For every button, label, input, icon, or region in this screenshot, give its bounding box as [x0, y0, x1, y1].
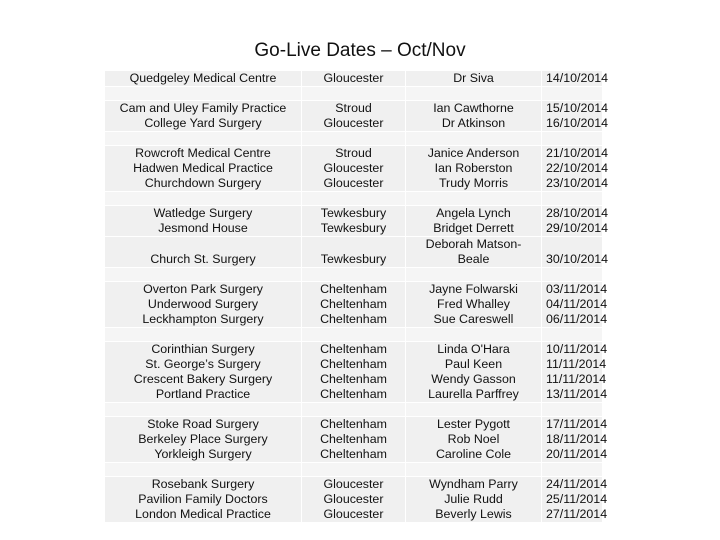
go-live-table — [105, 71, 609, 523]
location-cell — [302, 146, 406, 192]
location-cell — [302, 282, 406, 328]
contact-cell — [406, 477, 542, 523]
date-cell — [542, 342, 608, 403]
location-cell — [302, 71, 406, 87]
location-name: Gloucester — [323, 71, 384, 85]
spacer-row — [105, 328, 603, 342]
location-name: Tewkesbury — [320, 252, 387, 266]
practice-name: Yorkleigh Surgery — [154, 447, 252, 461]
date-cell — [542, 282, 608, 328]
contact-name: Wendy Gasson — [431, 372, 516, 386]
practice-cell — [105, 477, 302, 523]
contact-name: Sue Careswell — [433, 312, 514, 326]
location-name: Cheltenham — [320, 432, 387, 446]
go-live-date: 15/10/2014 — [546, 101, 609, 115]
contact-cell — [406, 146, 542, 192]
spacer-row — [105, 268, 603, 282]
practice-name: College Yard Surgery — [144, 116, 262, 130]
contact-name: Dr Siva — [453, 71, 494, 85]
go-live-date: 03/11/2014 — [546, 282, 608, 296]
go-live-date: 21/10/2014 — [546, 146, 609, 160]
contact-cell — [406, 71, 542, 87]
contact-name: Ian Cawthorne — [433, 101, 514, 115]
location-name: Cheltenham — [320, 372, 387, 386]
practice-name: Corinthian Surgery — [151, 342, 255, 356]
spacer-row — [105, 403, 603, 417]
table-row — [105, 477, 603, 523]
location-name: Stroud — [335, 101, 372, 115]
go-live-date: 29/10/2014 — [546, 221, 609, 235]
go-live-date: 06/11/2014 — [546, 312, 608, 326]
table-row — [105, 282, 603, 328]
practice-cell — [105, 282, 302, 328]
location-name: Stroud — [335, 146, 372, 160]
location-cell — [302, 477, 406, 523]
contact-name: Jayne Folwarski — [429, 282, 518, 296]
go-live-date: 14/10/2014 — [546, 71, 609, 85]
go-live-date: 13/11/2014 — [546, 387, 608, 401]
contact-name: Janice Anderson — [427, 146, 520, 160]
contact-cell — [406, 417, 542, 463]
location-name: Gloucester — [323, 492, 384, 506]
location-name: Cheltenham — [320, 357, 387, 371]
practice-name: Crescent Bakery Surgery — [133, 372, 273, 386]
go-live-date: 22/10/2014 — [546, 161, 609, 175]
page-title: Go-Live Dates – Oct/Nov — [254, 40, 466, 61]
go-live-date: 11/11/2014 — [546, 357, 607, 371]
date-cell — [542, 206, 609, 237]
location-name: Gloucester — [323, 477, 384, 491]
location-name: Cheltenham — [320, 312, 387, 326]
go-live-date: 20/11/2014 — [546, 447, 608, 461]
practice-name: Churchdown Surgery — [144, 176, 262, 190]
contact-name: Julie Rudd — [444, 492, 503, 506]
spacer-row — [105, 192, 603, 206]
go-live-date: 04/11/2014 — [546, 297, 608, 311]
go-live-date: 23/10/2014 — [546, 176, 609, 190]
location-cell — [302, 342, 406, 403]
contact-name: Ian Roberston — [434, 161, 513, 175]
contact-name: Paul Keen — [444, 357, 503, 371]
practice-cell — [105, 342, 302, 403]
location-name: Cheltenham — [320, 417, 387, 431]
date-cell — [542, 237, 609, 268]
go-live-date: 25/11/2014 — [546, 492, 608, 506]
practice-name: Rowcroft Medical Centre — [135, 146, 271, 160]
contact-name: Trudy Morris — [438, 176, 509, 190]
practice-name: Quedgeley Medical Centre — [129, 71, 277, 85]
practice-name: Watledge Surgery — [153, 206, 253, 220]
practice-cell — [105, 146, 302, 192]
practice-name: Stoke Road Surgery — [147, 417, 259, 431]
contact-name: Dr Atkinson — [441, 116, 506, 130]
table-row — [105, 71, 603, 87]
location-name: Gloucester — [323, 507, 384, 521]
practice-name: Hadwen Medical Practice — [133, 161, 273, 175]
practice-name: Berkeley Place Surgery — [138, 432, 268, 446]
location-cell — [302, 237, 406, 268]
go-live-date: 11/11/2014 — [546, 372, 607, 386]
location-name: Tewkesbury — [320, 206, 387, 220]
contact-name: Deborah Matson- — [425, 237, 522, 251]
go-live-date: 30/10/2014 — [546, 252, 609, 266]
location-cell — [302, 101, 406, 132]
go-live-date: 16/10/2014 — [546, 116, 609, 130]
contact-cell — [406, 206, 542, 237]
table-row — [105, 417, 603, 463]
date-cell — [542, 477, 608, 523]
table-row — [105, 146, 603, 192]
contact-name: Bridget Derrett — [433, 221, 514, 235]
location-name: Cheltenham — [320, 282, 387, 296]
go-live-date: 24/11/2014 — [546, 477, 608, 491]
contact-cell — [406, 282, 542, 328]
practice-name: Rosebank Surgery — [151, 477, 255, 491]
go-live-date: 27/11/2014 — [546, 507, 608, 521]
location-name: Cheltenham — [320, 342, 387, 356]
practice-cell — [105, 206, 302, 237]
practice-name: Church St. Surgery — [150, 252, 256, 266]
date-cell — [542, 146, 609, 192]
location-name: Cheltenham — [320, 297, 387, 311]
practice-name: Overton Park Surgery — [143, 282, 263, 296]
table-row — [105, 101, 603, 132]
date-cell — [542, 71, 609, 87]
contact-cell — [406, 237, 542, 268]
spacer-row — [105, 132, 603, 146]
contact-name: Beale — [457, 252, 490, 266]
practice-name: Leckhampton Surgery — [142, 312, 264, 326]
contact-name: Fred Whalley — [437, 297, 510, 311]
go-live-date: 18/11/2014 — [546, 432, 608, 446]
spacer-row — [105, 463, 603, 477]
practice-cell — [105, 417, 302, 463]
practice-cell — [105, 101, 302, 132]
go-live-date: 17/11/2014 — [546, 417, 608, 431]
practice-name: Portland Practice — [155, 387, 251, 401]
spacer-row — [105, 87, 603, 101]
contact-name: Caroline Cole — [435, 447, 512, 461]
practice-name: Jesmond House — [158, 221, 248, 235]
contact-cell — [406, 101, 542, 132]
contact-name: Angela Lynch — [436, 206, 511, 220]
location-cell — [302, 206, 406, 237]
date-cell — [542, 417, 608, 463]
location-name: Cheltenham — [320, 387, 387, 401]
location-name: Gloucester — [323, 116, 384, 130]
practice-name: London Medical Practice — [135, 507, 271, 521]
table-row — [105, 342, 603, 403]
practice-name: Pavilion Family Doctors — [138, 492, 268, 506]
contact-cell — [406, 342, 542, 403]
practice-cell — [105, 237, 302, 268]
table-row — [105, 237, 603, 268]
practice-name: Underwood Surgery — [147, 297, 259, 311]
go-live-date: 28/10/2014 — [546, 206, 609, 220]
location-cell — [302, 417, 406, 463]
table-row — [105, 206, 603, 237]
location-name: Tewkesbury — [320, 221, 387, 235]
location-name: Gloucester — [323, 161, 384, 175]
contact-name: Lester Pygott — [436, 417, 510, 431]
contact-name: Beverly Lewis — [435, 507, 512, 521]
go-live-date: 10/11/2014 — [546, 342, 608, 356]
location-name: Gloucester — [323, 176, 384, 190]
practice-cell — [105, 71, 302, 87]
location-name: Cheltenham — [320, 447, 387, 461]
contact-name: Wyndham Parry — [429, 477, 518, 491]
date-cell — [542, 101, 609, 132]
contact-name: Laurella Parffrey — [428, 387, 519, 401]
practice-name: St. George’s Surgery — [145, 357, 261, 371]
contact-name: Linda O'Hara — [437, 342, 510, 356]
practice-name: Cam and Uley Family Practice — [119, 101, 287, 115]
contact-name: Rob Noel — [447, 432, 500, 446]
